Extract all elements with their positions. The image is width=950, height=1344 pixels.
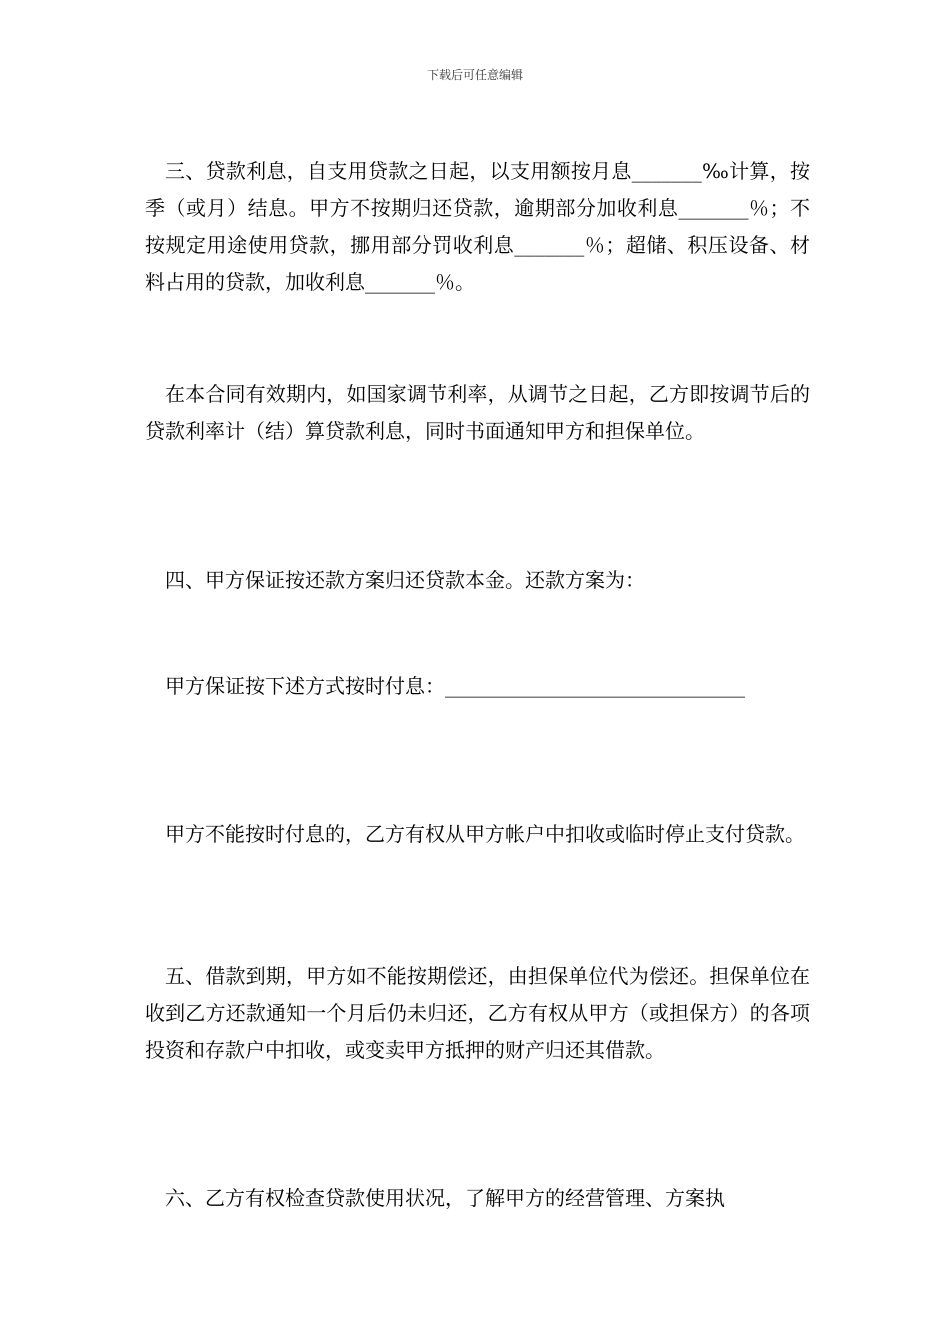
clause-3-interest: 三、贷款利息，自支用贷款之日起，以支用额按月息_______‰计算，按季（或月）结息。甲方不按期归还贷款，逾期部分加收利息_______％；不按规定用途使用贷款，挪用部分罚收利息_______％；超储、积压设备、材料占用的贷款，加收利息_______％。 — [145, 159, 810, 294]
page-header-note: 下载后可任意编辑 — [426, 68, 523, 82]
clause-5-maturity: 五、借款到期，甲方如不能按期偿还，由担保单位代为偿还。担保单位在收到乙方还款通知一个月后仍未归还，乙方有权从甲方（或担保方）的各项投资和存款户中扣收，或变卖甲方抵押的财产归还其借款。 — [145, 964, 810, 1062]
rate-adjustment-paragraph: 在本合同有效期内，如国家调节利率，从调节之日起，乙方即按调节后的贷款利率计（结）算贷款利息，同时书面通知甲方和担保单位。 — [145, 382, 810, 443]
late-interest-paragraph: 甲方不能按时付息的，乙方有权从甲方帐户中扣收或临时停止支付贷款。 — [165, 822, 805, 846]
clause-4-repayment: 四、甲方保证按还款方案归还贷款本金。还款方案为： — [165, 568, 645, 592]
clause-6-inspection: 六、乙方有权检查贷款使用状况，了解甲方的经营管理、方案执 — [165, 1186, 725, 1210]
interest-payment-method: 甲方保证按下述方式按时付息：______________________________ — [165, 674, 745, 698]
